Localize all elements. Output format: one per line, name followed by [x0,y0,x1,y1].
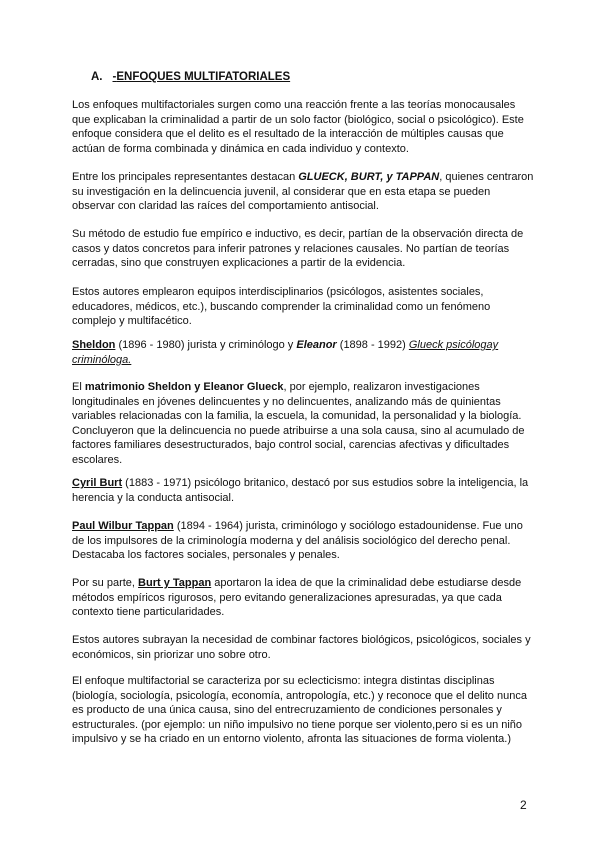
page-number: 2 [520,798,527,812]
burt-tappan-names: Burt y Tappan [138,577,212,589]
paragraph-tappan: Paul Wilbur Tappan (1894 - 1964) jurista, criminólogo y sociólogo estadounidense. Fue uno de los impulsores de la criminología moderna y del análisis sociológico del derecho penal. Destacaba los factores sociales, personales y penales. [72,520,523,562]
burt-name: Cyril Burt [72,477,123,489]
paragraph-burt-tappan: Por su parte, Burt y Tappan aportaron la idea de que la criminalidad debe estudiarse desde métodos empíricos rigurosos, pero evitando generalizaciones apresuradas, ya que cada contexto tiene particularidades. [72,577,522,619]
glueck-couple: matrimonio Sheldon y Eleanor Glueck [84,381,284,393]
eleanor-name: Eleanor [296,339,337,351]
paragraph-teams: Estos autores emplearon equipos interdisciplinarios (psicólogos, asistentes sociales, educadores, médicos, etc.), buscando comprender la criminalidad como un fenómeno complejo y multifacético. [72,286,491,328]
paragraph-intro: Los enfoques multifactoriales surgen como una reacción frente a las teorías monocausales que explicaban la criminalidad a partir de un solo factor (biológico, social o psicológico). Este enfoque considera que el delito es el resultado de la interacción de múltiples causas que actúan de forma combinada y dinámica en cada individuo y contexto. [72,99,524,155]
section-letter: A. [91,71,103,83]
representatives-names: GLUECK, BURT, y TAPPAN [298,171,440,183]
paragraph-sheldon-eleanor: Sheldon (1896 - 1980) jurista y criminólogo y Eleanor (1898 - 1992) Glueck psicólogay criminóloga. [72,339,499,366]
paragraph-glueck-study: El matrimonio Sheldon y Eleanor Glueck, por ejemplo, realizaron investigaciones longitudinales en jóvenes delincuentes y no delincuentes, analizando más de quinientas variables relacionadas con la familia, la escuela, la comunidad, la personalidad y la biología. Concluyeron que la delincuencia no puede atribuirse a una sola causa, sino al acumulado de factores familiares desestructurados, bajo control social, carencias afectivas y dificultades escolares. [72,381,525,466]
paragraph-burt: Cyril Burt (1883 - 1971) psicólogo britanico, destacó por sus estudios sobre la inteligencia, la herencia y la conducta antisocial. [72,477,529,504]
tappan-name: Paul Wilbur Tappan [72,520,174,532]
paragraph-method: Su método de estudio fue empírico e inductivo, es decir, partían de la observación directa de casos y datos concretos para inferir patrones y relaciones causales. No partían de teorías cerradas, sino que construyen explicaciones a partir de la evidencia. [72,228,524,270]
section-title: -ENFOQUES MULTIFATORIALES [112,71,291,83]
sheldon-name: Sheldon [72,339,116,351]
paragraph-representatives: Entre los principales representantes destacan GLUECK, BURT, y TAPPAN, quienes centraron su investigación en la delincuencia juvenil, al considerar que en esta etapa se pueden observar con claridad las raíces del comportamiento antisocial. [72,171,534,213]
eleanor-role: Glueck psicólogay criminóloga. [72,339,499,366]
paragraph-combine-factors: Estos autores subrayan la necesidad de combinar factores biológicos, psicológicos, sociales y económicos, sin priorizar uno sobre otro. [72,634,531,661]
paragraph-eclecticism: El enfoque multifactorial se caracteriza por su eclecticismo: integra distintas disciplinas (biología, sociología, psicología, economía, antropología, etc.) y reconoce que el delito nunca es producto de una única causa, sino del entrecruzamiento de condiciones personales y estructurales. (por ejemplo: un niño impulsivo no tiene porque ser violento,pero si es un niño impulsivo y se ha criado en un entorno violento, afronta las situaciones de forma violenta.) [72,675,527,746]
section-heading [91,71,290,83]
